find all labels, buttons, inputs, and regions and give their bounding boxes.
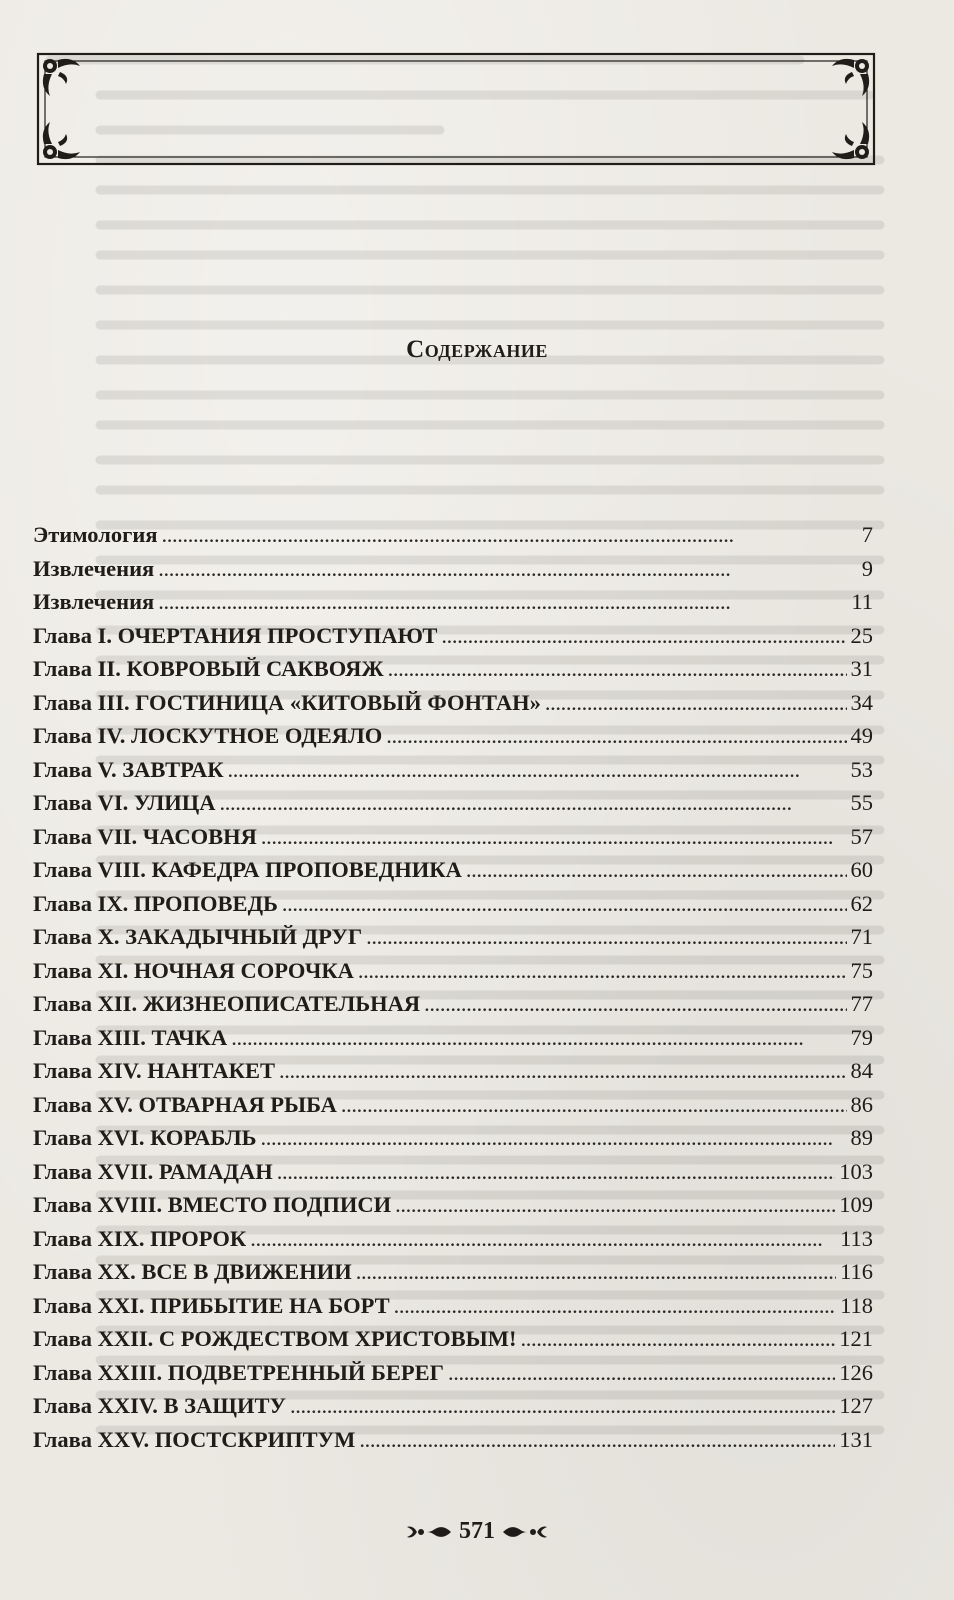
dot-leader [466, 857, 847, 883]
left-flourish-icon [407, 1521, 451, 1543]
toc-entry-page: 79 [850, 1024, 873, 1050]
toc-entry-page: 7 [861, 522, 873, 547]
dot-leader [250, 1226, 836, 1252]
dot-leader [228, 757, 847, 783]
dot-leader [521, 1326, 836, 1352]
toc-entry [33, 1025, 873, 1059]
toc-entry-page: 77 [850, 991, 873, 1016]
toc-entry [33, 958, 873, 992]
toc-entry [33, 1326, 873, 1360]
dot-leader [359, 1427, 835, 1453]
dot-leader [388, 656, 847, 682]
toc-entry [33, 1427, 873, 1461]
dot-leader [356, 1259, 836, 1285]
dot-leader [261, 1125, 847, 1151]
toc-entry-page: 11 [851, 589, 873, 614]
toc-entry-page: 109 [839, 1192, 873, 1217]
toc-entry-page: 126 [839, 1359, 873, 1385]
toc-entry-title: Глава XIV. НАНТАКЕТ [33, 1058, 275, 1083]
toc-entry-page: 34 [850, 689, 873, 715]
toc-entry-page: 75 [850, 957, 873, 983]
toc-entry-title: Глава XVIII. ВМЕСТО ПОДПИСИ [33, 1192, 392, 1217]
dot-leader [231, 1025, 846, 1051]
toc-entry-title: Глава XXIII. ПОДВЕТРЕННЫЙ БЕРЕГ [33, 1359, 444, 1385]
page-number: 571 [459, 1518, 495, 1544]
toc-entry-page: 113 [840, 1225, 873, 1251]
toc-entry-title: Этимология [33, 522, 158, 547]
page-title: Содержание [406, 336, 548, 363]
dot-leader [394, 1293, 836, 1319]
ornamental-frame [28, 44, 884, 174]
toc-entry-page: 103 [839, 1158, 873, 1184]
dot-leader [386, 723, 846, 749]
toc-entry-page: 31 [850, 656, 873, 681]
toc-entry-title: Глава XVII. РАМАДАН [33, 1158, 273, 1184]
toc-entry [33, 690, 873, 724]
toc-entry [33, 1259, 873, 1293]
dot-leader [545, 690, 847, 716]
dot-leader [261, 824, 847, 850]
toc-entry-title: Глава IV. ЛОСКУТНОЕ ОДЕЯЛО [33, 723, 383, 748]
toc-entry [33, 556, 873, 590]
toc-entry [33, 589, 873, 623]
dot-leader [358, 958, 847, 984]
toc-entry-title: Глава III. ГОСТИНИЦА «КИТОВЫЙ ФОНТАН» [33, 689, 541, 715]
toc-entry-page: 53 [850, 756, 873, 782]
toc-entry [33, 891, 873, 925]
toc-entry-page: 49 [850, 723, 873, 748]
toc-entry-title: Глава I. ОЧЕРТАНИЯ ПРОСТУПАЮТ [33, 622, 438, 648]
toc-entry-title: Глава XX. ВСЕ В ДВИЖЕНИИ [33, 1259, 352, 1284]
toc-entry-page: 60 [850, 857, 873, 882]
toc-entry-title: Глава XXIV. В ЗАЩИТУ [33, 1393, 287, 1418]
right-flourish-icon [503, 1521, 547, 1543]
toc-entry-title: Глава XXII. С РОЖДЕСТВОМ ХРИСТОВЫМ! [33, 1326, 517, 1351]
toc-entry-title: Глава XI. НОЧНАЯ СОРОЧКА [33, 957, 354, 983]
dot-leader [441, 623, 846, 649]
toc-entry-page: 9 [861, 555, 873, 581]
toc-entry-title: Глава XVI. КОРАБЛЬ [33, 1125, 257, 1150]
toc-entry-title: Глава VI. УЛИЦА [33, 790, 216, 815]
toc-entry-page: 71 [850, 924, 873, 949]
toc-entry-page: 55 [850, 790, 873, 815]
toc-entry [33, 857, 873, 891]
toc-entry [33, 656, 873, 690]
toc-entry-page: 62 [850, 890, 873, 916]
toc-entry-page: 127 [839, 1393, 873, 1418]
toc-entry [33, 1192, 873, 1226]
table-of-contents [33, 522, 873, 1460]
toc-entry [33, 1293, 873, 1327]
toc-entry [33, 723, 873, 757]
dot-leader [366, 924, 846, 950]
dot-leader [341, 1092, 847, 1118]
toc-entry [33, 1360, 873, 1394]
dot-leader [290, 1393, 835, 1419]
toc-entry-page: 84 [850, 1058, 873, 1083]
dot-leader [448, 1360, 835, 1386]
toc-entry-title: Глава VII. ЧАСОВНЯ [33, 823, 257, 849]
toc-entry-title: Глава XXV. ПОСТСКРИПТУМ [33, 1426, 356, 1452]
toc-entry-title: Глава IX. ПРОПОВЕДЬ [33, 890, 278, 916]
toc-entry [33, 790, 873, 824]
toc-entry-title: Извлечения [33, 589, 155, 614]
toc-entry [33, 522, 873, 556]
toc-entry-title: Глава X. ЗАКАДЫЧНЫЙ ДРУГ [33, 924, 363, 949]
toc-entry-title: Глава XIII. ТАЧКА [33, 1024, 228, 1050]
toc-entry-page: 131 [839, 1426, 873, 1452]
toc-entry-title: Глава II. КОВРОВЫЙ САКВОЯЖ [33, 656, 384, 681]
dot-leader [395, 1192, 835, 1218]
toc-entry-page: 89 [850, 1125, 873, 1150]
toc-entry-title: Глава XII. ЖИЗНЕОПИСАТЕЛЬНАЯ [33, 991, 421, 1016]
toc-entry-title: Глава VIII. КАФЕДРА ПРОПОВЕДНИКА [33, 857, 462, 882]
toc-entry-page: 118 [840, 1292, 873, 1318]
toc-entry [33, 1125, 873, 1159]
toc-entry-title: Глава XXI. ПРИБЫТИЕ НА БОРТ [33, 1292, 390, 1318]
dot-leader [424, 991, 846, 1017]
toc-entry-title: Глава V. ЗАВТРАК [33, 756, 224, 782]
dot-leader [279, 1058, 847, 1084]
toc-entry [33, 757, 873, 791]
dot-leader [282, 891, 847, 917]
dot-leader [158, 589, 847, 615]
toc-entry-page: 86 [850, 1091, 873, 1117]
toc-entry-page: 121 [839, 1326, 873, 1351]
dot-leader [158, 556, 858, 582]
toc-entry [33, 991, 873, 1025]
dot-leader [220, 790, 847, 816]
toc-entry [33, 924, 873, 958]
toc-entry [33, 1393, 873, 1427]
toc-entry [33, 1226, 873, 1260]
toc-entry-page: 25 [850, 622, 873, 648]
toc-entry-page: 57 [850, 823, 873, 849]
dot-leader [277, 1159, 835, 1185]
toc-entry [33, 1058, 873, 1092]
page-number-footer [0, 1518, 954, 1545]
toc-entry [33, 623, 873, 657]
toc-entry-title: Глава XV. ОТВАРНАЯ РЫБА [33, 1091, 337, 1117]
toc-entry-title: Глава XIX. ПРОРОК [33, 1225, 247, 1251]
toc-entry [33, 1159, 873, 1193]
toc-entry-page: 116 [840, 1259, 873, 1284]
toc-entry-title: Извлечения [33, 555, 155, 581]
toc-entry [33, 1092, 873, 1126]
toc-entry [33, 824, 873, 858]
dot-leader [162, 522, 858, 548]
